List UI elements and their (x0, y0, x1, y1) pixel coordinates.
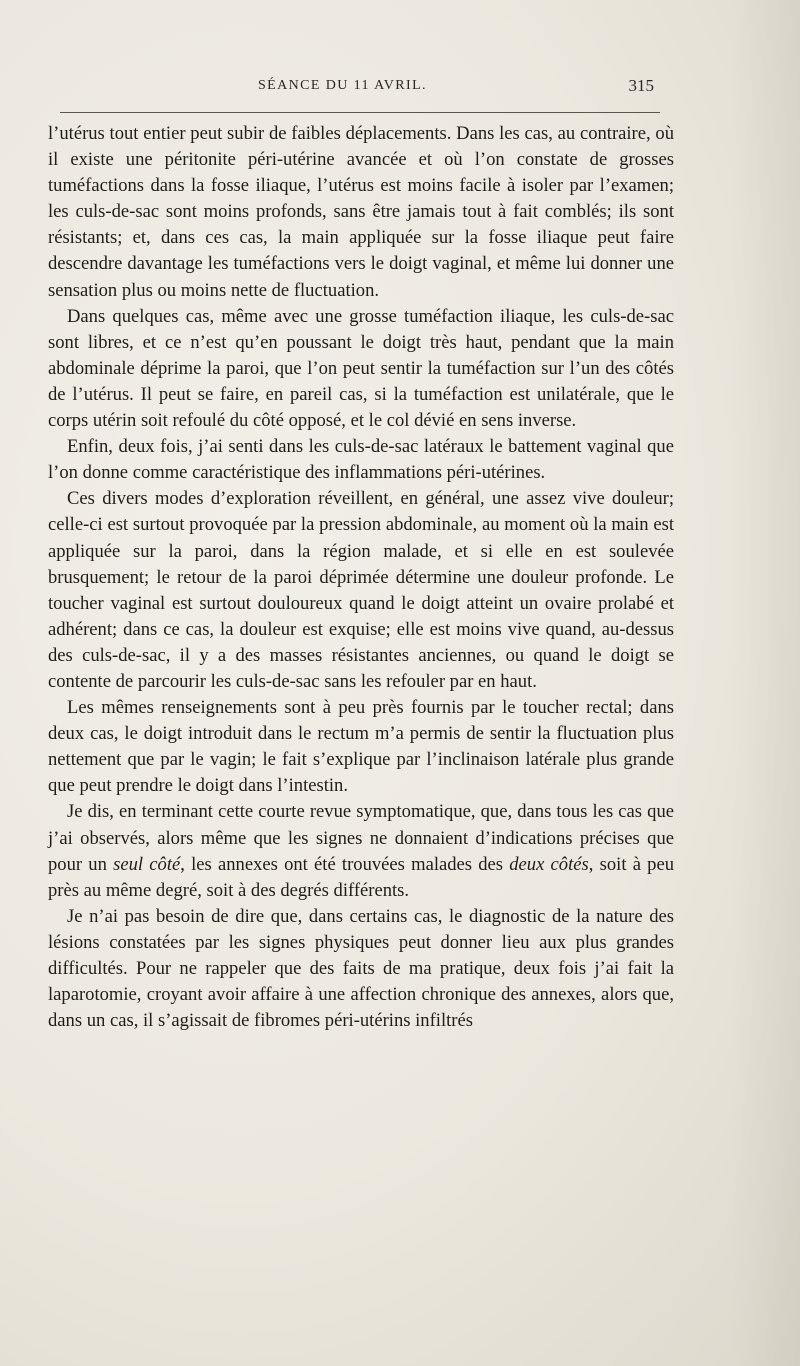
italic-deux-cotes: deux côtés (509, 853, 589, 875)
paragraph-6-part-3: , soit à peu près au même degré, soit à des degrés différents. (48, 853, 675, 901)
paragraph-4: Ces divers modes d’exploration réveillent, en général, une assez vive douleur; celle-ci est surtout provoquée par la pression abdominale, au moment où la main est appliquée sur la paroi, dans la région malade, et si elle en est soulevée brusquement; le retour de la paroi déprimée détermine une douleur profonde. Le toucher vaginal est surtout douloureux quand le doigt atteint un ovaire prolabé et adhérent; dans ce cas, la douleur est exquise; elle est moins vive quand, au-dessus des culs-de-sac, il y a des masses résistantes anciennes, ou quand le doigt se contente de parcourir les culs-de-sac sans les refouler par en haut. (48, 488, 674, 692)
paragraph-6 (48, 799, 674, 903)
page-number: 315 (628, 76, 654, 95)
paragraph-6-part-2: , les annexes ont été trouvées malades des (180, 853, 510, 875)
paragraph-3: Enfin, deux fois, j’ai senti dans les culs-de-sac latéraux le battement vaginal que l’on donne comme caractéristique des inflammations péri-utérines. (48, 436, 674, 484)
paragraph-7: Je n’ai pas besoin de dire que, dans certains cas, le diagnostic de la nature des lésions constatées par les signes physiques peut donner lieu aux plus grandes difficultés. Pour ne rappeler que des faits de ma pratique, deux fois j’ai fait la laparotomie, croyant avoir affaire à une affection chronique des annexes, alors que, dans un cas, il s’agissait de fibromes péri-utérins infiltrés (48, 905, 674, 1032)
paragraph-1: l’utérus tout entier peut subir de faibles déplacements. Dans les cas, au contraire, où il existe une péritonite péri-utérine avancée et où l’on constate de grosses tuméfactions dans la fosse iliaque, l’utérus est moins facile à isoler par l’examen; les culs-de-sac sont moins profonds, sans être jamais tout à fait comblés; ils sont résistants; et, dans ces cas, la main appliquée sur la fosse iliaque peut faire descendre davantage les tuméfactions vers le doigt vaginal, et même lui donner une sensation plus ou moins nette de fluctuation. (48, 123, 674, 301)
italic-seul-cote: seul côté (113, 853, 181, 875)
body-text (48, 121, 674, 1034)
running-head: SÉANCE DU 11 AVRIL. (258, 78, 427, 93)
paragraph-5: Les mêmes renseignements sont à peu près fournis par le toucher rectal; dans deux cas, le doigt introduit dans le rectum m’a permis de sentir la fluctuation plus nettement que par le vagin; le fait s’explique par l’inclinaison latérale plus grande que peut prendre le doigt dans l’intestin. (48, 697, 674, 797)
page-edge-shading (730, 0, 800, 1366)
page-header (48, 74, 660, 100)
header-rule (60, 112, 660, 113)
paragraph-6-part-1: Je dis, en terminant cette courte revue symptomatique, que, dans tous les cas que j’ai observés, alors même que les signes ne donnaient d’indications précises que pour un (48, 801, 674, 875)
paragraph-2: Dans quelques cas, même avec une grosse tuméfaction iliaque, les culs-de-sac sont libres, et ce n’est qu’en poussant le doigt très haut, pendant que la main abdominale déprime la paroi, que l’on peut sentir la tuméfaction sur l’un des côtés de l’utérus. Il peut se faire, en pareil cas, si la tuméfaction est unilatérale, que le corps utérin soit refoulé du côté opposé, et le col dévié en sens inverse. (48, 305, 674, 432)
